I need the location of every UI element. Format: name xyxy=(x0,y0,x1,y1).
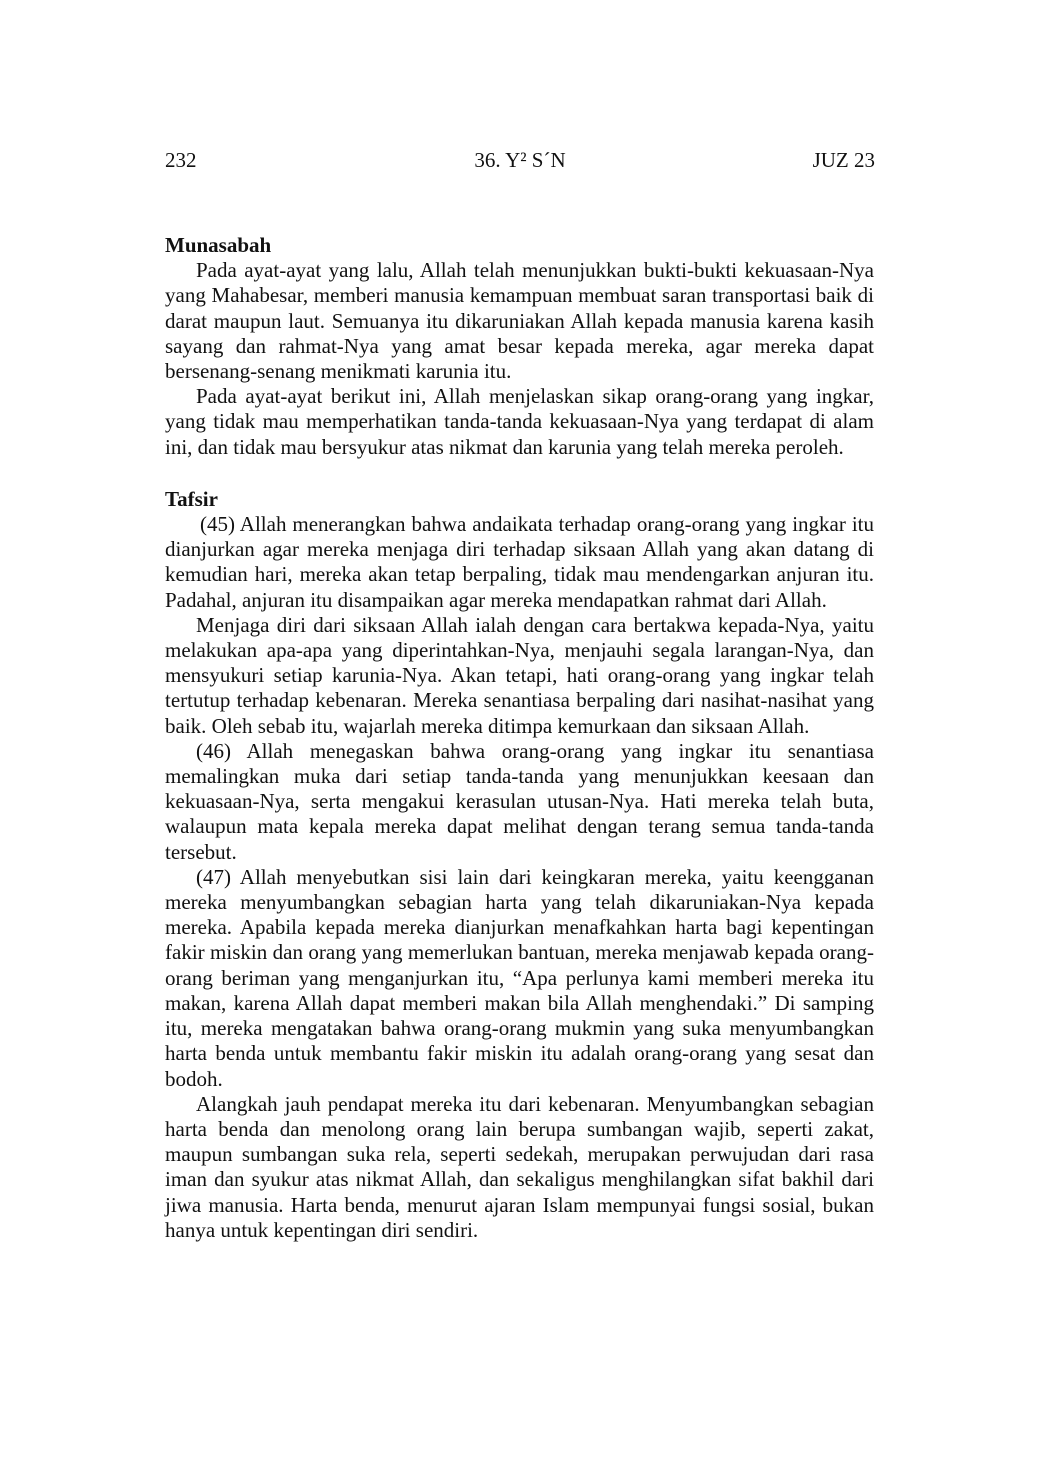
tafsir-paragraph: Alangkah jauh pendapat mereka itu dari kebenaran. Menyumbangkan sebagian harta benda dan menolong orang lain berupa sumbangan wajib, seperti zakat, maupun sumbangan suka rela, seperti sedekah, merupakan perwujudan dari rasa iman dan syukur atas nikmat Allah, dan sekaligus menghilangkan sifat bakhil dari jiwa manusia. Harta benda, menurut ajaran Islam mempunyai fungsi sosial, bukan hanya untuk kepentingan diri sendiri. xyxy=(165,1091,874,1242)
tafsir-paragraph: (45) Allah menerangkan bahwa andaikata terhadap orang-orang yang ingkar itu dianjurkan agar mereka menjaga diri terhadap siksaan Allah yang akan datang di kemudian hari, mereka akan tetap berpaling, tidak mau mendengarkan anjuran itu. Padahal, anjuran itu disampaikan agar mereka mendapatkan rahmat dari Allah. xyxy=(165,512,874,612)
munasabah-paragraph: Pada ayat-ayat yang lalu, Allah telah menunjukkan bukti-bukti kekuasaan-Nya yang Mahabesar, memberi manusia kemampuan membuat saran transportasi baik di darat maupun laut. Semuanya itu dikaruniakan Allah kepada manusia karena kasih sayang dan rahmat-Nya yang amat besar kepada mereka, agar mereka dapat bersenang-senang menikmati karunia itu. xyxy=(165,258,874,384)
tafsir-paragraph: (46) Allah menegaskan bahwa orang-orang yang ingkar itu senantiasa memalingkan muka dari setiap tanda-tanda yang menunjukkan keesaan dan kekuasaan-Nya, serta mengakui kerasulan utusan-Nya. Hati mereka telah buta, walaupun mata kepala mereka dapat melihat dengan terang semua tanda-tanda tersebut. xyxy=(165,738,874,864)
section-spacer xyxy=(165,460,874,487)
tafsir-section xyxy=(165,487,874,1243)
juz-label: JUZ 23 xyxy=(812,148,875,172)
body-text xyxy=(165,233,874,1243)
running-header xyxy=(165,145,875,175)
munasabah-heading: Munasabah xyxy=(165,233,272,257)
tafsir-paragraph: Menjaga diri dari siksaan Allah ialah dengan cara bertakwa kepada-Nya, yaitu melakukan apa-apa yang diperintahkan-Nya, menjauhi segala larangan-Nya, dan mensyukuri setiap karunia-Nya. Akan tetapi, hati orang-orang yang ingkar telah tertutup terhadap kebenaran. Mereka senantiasa berpaling dari nasihat-nasihat yang baik. Oleh sebab itu, wajarlah mereka ditimpa kemurkaan dan siksaan Allah. xyxy=(165,612,874,738)
tafsir-paragraph: (47) Allah menyebutkan sisi lain dari keingkaran mereka, yaitu keengganan mereka menyumbangkan sebagian harta yang telah dikaruniakan-Nya kepada mereka. Apabila kepada mereka dianjurkan menafkahkan harta bagi kepentingan fakir miskin dan orang yang memerlukan bantuan, mereka menjawab kepada orang-orang beriman yang menganjurkan itu, “Apa perlunya kami memberi mereka itu makan, karena Allah dapat memberi makan bila Allah menghendaki.” Di samping itu, mereka mengatakan bahwa orang-orang mukmin yang suka menyumbangkan harta benda untuk membantu fakir miskin itu adalah orang-orang yang sesat dan bodoh. xyxy=(165,864,874,1091)
page-number: 232 xyxy=(165,148,197,172)
munasabah-paragraph: Pada ayat-ayat berikut ini, Allah menjelaskan sikap orang-orang yang ingkar, yang tidak mau memperhatikan tanda-tanda kekuasaan-Nya yang terdapat di alam ini, dan tidak mau bersyukur atas nikmat dan karunia yang telah mereka peroleh. xyxy=(165,384,874,459)
surah-title: 36. Y² S´N xyxy=(474,148,566,172)
munasabah-section xyxy=(165,233,874,460)
tafsir-heading: Tafsir xyxy=(165,486,218,511)
